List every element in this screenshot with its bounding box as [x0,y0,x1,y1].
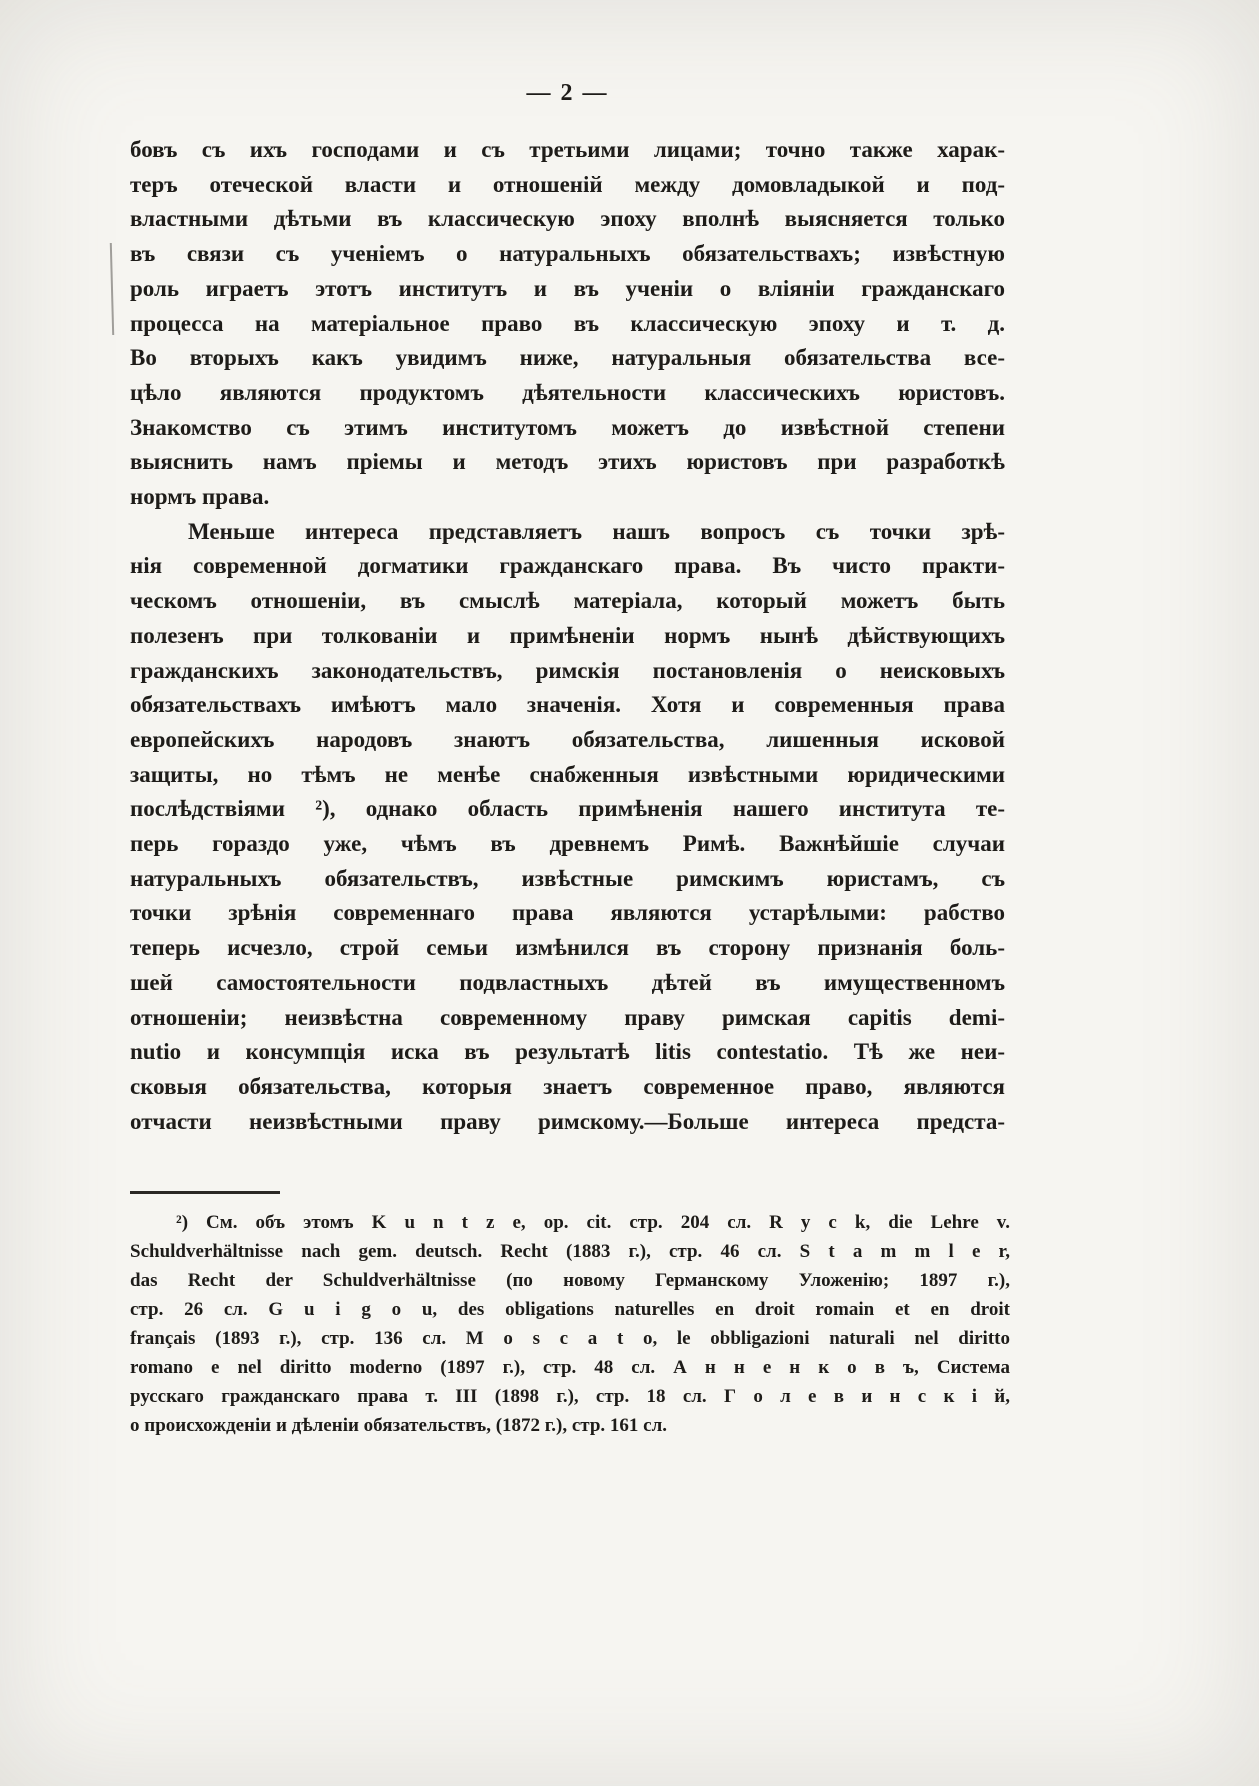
text-line: обязательствахъ имѣютъ мало значенія. Хотя и современныя права [130,692,1005,718]
text-line: послѣдствіями ²), однако область примѣненія нашего института те- [130,796,1005,822]
text-line: шей самостоятельности подвластныхъ дѣтей въ имущественномъ [130,969,1005,995]
text-line: Меньше интереса представляетъ нашъ вопросъ съ точки зрѣ- [188,518,1005,544]
text-line: Знакомство съ этимъ институтомъ можетъ до извѣстной степени [130,414,1005,440]
text-line: выяснить намъ пріемы и методъ этихъ юристовъ при разработкѣ [130,449,1005,475]
text-line: теръ отеческой власти и отношеній между домовладыкой и под- [130,171,1005,197]
text-line: отношеніи; неизвѣстна современному праву римская capitis demi- [130,1004,1005,1030]
text-line: въ связи съ ученіемъ о натуральныхъ обязательствахъ; извѣстную [130,241,1005,267]
text-line: полезенъ при толкованіи и примѣненіи нормъ нынѣ дѣйствующихъ [130,622,1005,648]
text-line: сковыя обязательства, которыя знаетъ современное право, являются [130,1073,1005,1099]
footnote-line: Schuldverhältnisse nach gem. deutsch. Recht (1883 г.), стр. 46 сл. S t a m m l e r, [130,1241,1010,1262]
text-line: нія современной догматики гражданскаго права. Въ чисто практи- [130,553,1005,579]
text-line: цѣло являются продуктомъ дѣятельности классическихъ юристовъ. [130,379,1005,405]
paragraph [130,515,1005,1140]
text-line: отчасти неизвѣстными праву римскому.—Больше интереса предста- [130,1108,1005,1134]
footnote-separator [130,1191,280,1194]
text-line: nutio и консумпція иска въ результатѣ litis contestatio. Тѣ же неи- [130,1039,1005,1065]
text-line: защиты, но тѣмъ не менѣе снабженныя извѣстными юридическими [130,761,1005,787]
text-line: натуральныхъ обязательствъ, извѣстные римскимъ юристамъ, съ [130,865,1005,891]
body-text [130,133,1005,1139]
margin-pencil-mark [110,243,114,335]
footnote-line: romano e nel diritto moderno (1897 г.), стр. 48 сл. А н н е н к о в ъ, Система [130,1357,1010,1378]
footnote-line: русскаго гражданскаго права т. III (1898 г.), стр. 18 сл. Г о л е в и н с к і й, [130,1386,1010,1407]
text-line: процесса на матеріальное право въ классическую эпоху и т. д. [130,310,1005,336]
text-line: гражданскихъ законодательствъ, римскія постановленія о неисковыхъ [130,657,1005,683]
text-line: властными дѣтьми въ классическую эпоху вполнѣ выясняется только [130,206,1005,232]
text-line: Во вторыхъ какъ увидимъ ниже, натуральныя обязательства все- [130,345,1005,371]
footnote [130,1208,1010,1440]
text-line: перь гораздо уже, чѣмъ въ древнемъ Римѣ. Важнѣйшіе случаи [130,831,1005,857]
text-line: роль играетъ этотъ институтъ и въ ученіи о вліяніи гражданскаго [130,275,1005,301]
text-line: теперь исчезло, строй семьи измѣнился въ сторону признанія боль- [130,935,1005,961]
footnote-line: о происхожденіи и дѣленіи обязательствъ, (1872 г.), стр. 161 сл. [130,1415,668,1436]
footnote-line: ²) См. объ этомъ K u n t z e, op. cit. стр. 204 сл. R y c k, die Lehre v. [176,1212,1010,1233]
page-number: — 2 — [526,80,609,106]
paragraph [130,133,1005,515]
text-line: нормъ права. [130,484,270,510]
text-line: европейскихъ народовъ знаютъ обязательства, лишенныя исковой [130,726,1005,752]
footnote-line: français (1893 г.), стр. 136 сл. M o s c a t o, le obbligazioni naturali nel diritto [130,1328,1010,1349]
text-line: бовъ съ ихъ господами и съ третьими лицами; точно также харак- [130,137,1005,162]
text-line: ческомъ отношеніи, въ смыслѣ матеріала, который можетъ быть [130,588,1005,614]
footnote-line: стр. 26 сл. G u i g o u, des obligations naturelles en droit romain et en droit [130,1299,1010,1320]
footnote-line: das Recht der Schuldverhältnisse (по новому Германскому Уложенію; 1897 г.), [130,1270,1010,1291]
text-line: точки зрѣнія современнаго права являются устарѣлыми: рабство [130,900,1005,926]
